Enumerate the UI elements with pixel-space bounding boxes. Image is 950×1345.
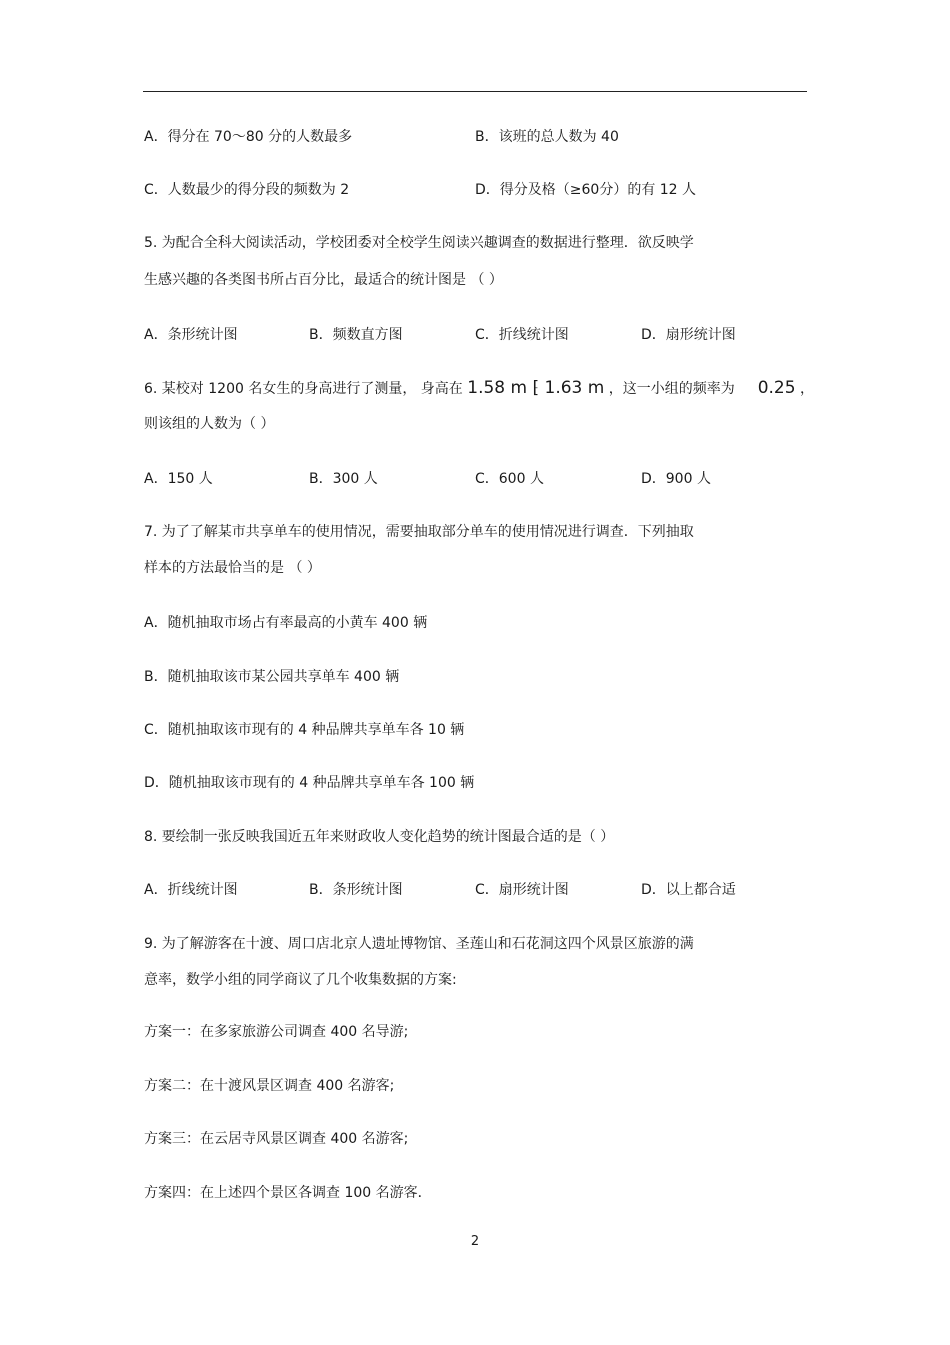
- q7-option-a: A．随机抽取市场占有率最高的小黄车 400 辆: [144, 615, 428, 631]
- q6-stem-line2: 则该组的人数为（ ）: [144, 416, 275, 432]
- q7-option-b: B．随机抽取该市某公园共享单车 400 辆: [144, 669, 400, 685]
- q9-stem-line1: 9. 为了解游客在十渡、周口店北京人遗址博物馆、圣莲山和石花洞这四个风景区旅游的满: [144, 936, 694, 952]
- q8-option-d: D．以上都合适: [641, 882, 736, 898]
- q5-option-b: B．频数直方图: [309, 327, 403, 343]
- q8-option-c: C．扇形统计图: [475, 882, 569, 898]
- q6-stem-line1: [144, 378, 814, 399]
- q6-stem-prefix: 6. 某校对 1200 名女生的身高进行了测量， 身高在: [144, 381, 463, 397]
- q8-option-a: A．折线统计图: [144, 882, 238, 898]
- page-number: 2: [470, 1234, 480, 1249]
- q6-frequency: 0.25: [757, 378, 796, 398]
- header-rule: [143, 91, 807, 92]
- q7-option-d: D．随机抽取该市现有的 4 种品牌共享单车各 100 辆: [144, 775, 475, 791]
- q7-stem-line1: 7. 为了了解某市共享单车的使用情况，需要抽取部分单车的使用情况进行调查．下列抽取: [144, 524, 694, 540]
- q9-plan-1: 方案一：在多家旅游公司调查 400 名导游;: [144, 1024, 409, 1040]
- q4-option-d: D．得分及格（≥60分）的有 12 人: [475, 182, 697, 198]
- q4-option-b: B．该班的总人数为 40: [475, 129, 619, 145]
- q6-option-d: D．900 人: [641, 471, 711, 487]
- q6-height-range: 1.58 m ⁅ 1.63 m: [467, 378, 605, 398]
- q9-plan-4: 方案四：在上述四个景区各调查 100 名游客．: [144, 1185, 432, 1201]
- q4-option-a: A．得分在 70～80 分的人数最多: [144, 129, 353, 145]
- q5-option-a: A．条形统计图: [144, 327, 238, 343]
- q9-plan-2: 方案二：在十渡风景区调查 400 名游客;: [144, 1078, 395, 1094]
- q5-option-d: D．扇形统计图: [641, 327, 736, 343]
- q9-stem-line2: 意率，数学小组的同学商议了几个收集数据的方案:: [144, 972, 457, 988]
- q6-stem-mid: ，这一小组的频率为: [608, 381, 735, 397]
- q6-option-a: A．150 人: [144, 471, 213, 487]
- q5-stem-line2: 生感兴趣的各类图书所占百分比，最适合的统计图是 （ ）: [144, 272, 503, 288]
- q5-stem-line1: 5. 为配合全科大阅读活动，学校团委对全校学生阅读兴趣调查的数据进行整理．欲反映学: [144, 235, 694, 251]
- q8-option-b: B．条形统计图: [309, 882, 403, 898]
- q5-option-c: C．折线统计图: [475, 327, 569, 343]
- q7-option-c: C．随机抽取该市现有的 4 种品牌共享单车各 10 辆: [144, 722, 465, 738]
- q6-stem-suffix: ，: [800, 381, 814, 397]
- q8-stem-line1: 8. 要绘制一张反映我国近五年来财政收人变化趋势的统计图最合适的是（ ）: [144, 829, 615, 845]
- q6-option-c: C．600 人: [475, 471, 544, 487]
- q4-option-c: C．人数最少的得分段的频数为 2: [144, 182, 350, 198]
- q9-plan-3: 方案三：在云居寺风景区调查 400 名游客;: [144, 1131, 409, 1147]
- q6-option-b: B．300 人: [309, 471, 378, 487]
- q7-stem-line2: 样本的方法最恰当的是 （ ）: [144, 560, 321, 576]
